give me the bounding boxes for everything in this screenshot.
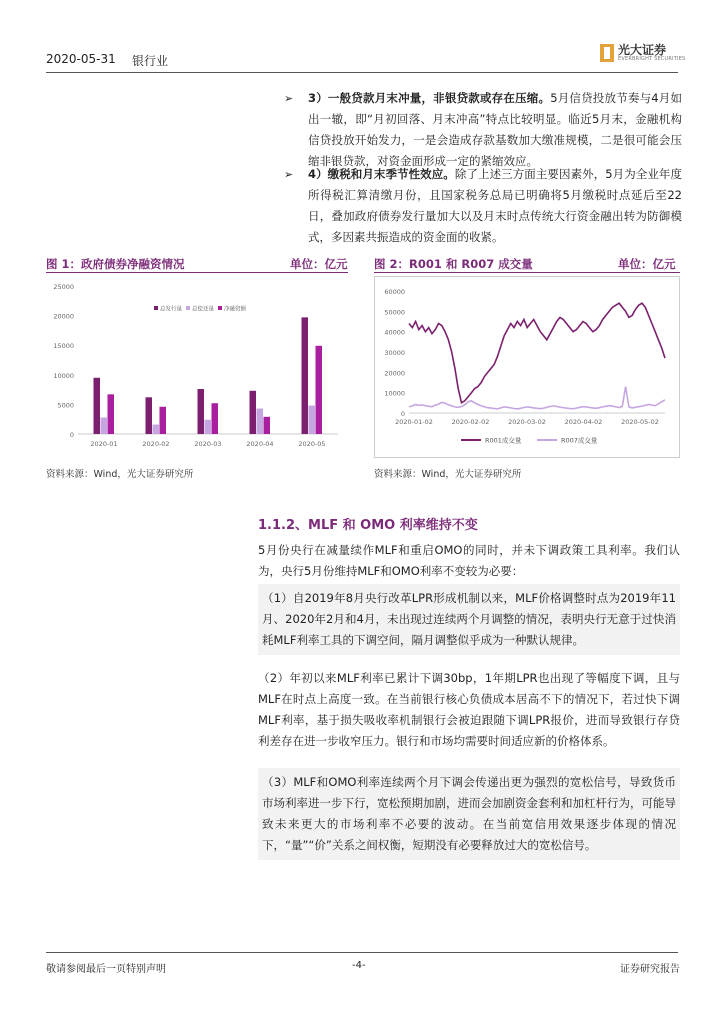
line-chart-svg [375, 277, 679, 457]
footer-report-type: 证券研究报告 [620, 964, 680, 975]
y-tick-label: 10000 [53, 371, 74, 380]
section-intro: 5月份央行在减量续作MLF和重启OMO的同时，并未下调政策工具利率。我们认为，央行5月份维持MLF和OMO利率不变较为必要： [258, 543, 680, 578]
logo-text: 光大证券 [618, 43, 667, 57]
x-tick-label: 2020-03-02 [508, 418, 546, 426]
company-logo [600, 44, 685, 62]
legend-label: 总偿还量 [192, 306, 215, 313]
y-tick-label: 50000 [384, 308, 405, 317]
bullet-4-text: 除了上述三方面主要因素外，5月为全业年度所得税汇算清缴月份，且国家税务总局已明确将5月缴税时点延后至22日，叠加政府债券发行量加大以及月末时点传统大行资金融出转为防御模式，多因素共振造成的资金面的收紧。 [308, 167, 682, 244]
bar [108, 394, 115, 434]
bar [316, 346, 323, 434]
bar [146, 397, 153, 434]
bar [309, 406, 316, 434]
bullet-3-text: 5月信贷投放节奏与4月如出一辙，即“月初回落、月末冲高”特点比较明显。临近5月末，金融机构信贷投放开始发力，一是会造成存款基数加大缴准规模，二是很可能会压缩非银贷款，对资金面形成一定的紧缩效应。 [308, 91, 683, 168]
bar [160, 407, 167, 434]
legend-label: R007成交量 [561, 436, 598, 445]
figure2-rule [374, 272, 680, 273]
x-tick-label: 2020-05 [298, 440, 326, 448]
bar [302, 317, 309, 434]
figure1-title: 图 1：政府债券净融资情况 [46, 257, 185, 271]
y-tick-label: 5000 [57, 401, 74, 410]
figure2-unit: 单位：亿元 [618, 257, 676, 271]
figure2-chart [374, 276, 680, 458]
y-tick-label: 40000 [384, 328, 405, 337]
x-tick-label: 2020-05-02 [621, 418, 659, 426]
bullet-3-bold: 3）一般贷款月末冲量，非银贷款或存在压缩。 [308, 91, 551, 105]
bullet-point-4 [286, 164, 682, 248]
legend-swatch [218, 306, 222, 310]
x-tick-label: 2020-04-02 [564, 418, 603, 426]
x-tick-label: 2020-03 [194, 440, 222, 448]
section-point-2: （2）年初以来MLF利率已累计下调30bp，1年期LPR也出现了等幅度下调，且与MLF在时点上高度一致。在当前银行核心负债成本居高不下的情况下，若过快下调MLF利率，基于损失吸收率机制银行会被迫跟随下调LPR报价，进而导致银行存贷利差存在进一步收窄压力。银行和市场均需要时间适应新的价格体系。 [258, 671, 680, 748]
x-tick-label: 2020-02 [142, 440, 170, 448]
logo-mark-icon [600, 44, 614, 62]
x-tick-label: 2020-01 [90, 440, 118, 448]
y-tick-label: 30000 [384, 349, 405, 357]
figure1-unit: 单位：亿元 [290, 257, 348, 271]
section-point-1: （1）自2019年8月央行改革LPR形成机制以来，MLF价格调整时点为2019年11月、2020年2月和4月，未出现过连续两个月调整的情况，表明央行无意于过快消耗MLF利率工具的下调空间，隔月调整似乎成为一种默认规律。 [258, 584, 680, 655]
logo-subtext: EVERBRIGHT SECURITIES [618, 56, 686, 62]
y-tick-label: 20000 [384, 369, 405, 378]
bar [212, 403, 219, 434]
bar [101, 417, 108, 434]
report-date: 2020-05-31 [46, 52, 116, 66]
footer-disclaimer: 敬请参阅最后一页特别声明 [46, 964, 166, 975]
y-tick-label: 25000 [53, 283, 74, 291]
figure1-source: 资料来源：Wind，光大证券研究所 [46, 469, 194, 480]
y-tick-label: 10000 [384, 389, 405, 398]
series-line [409, 387, 665, 409]
section-heading: 1.1.2、MLF 和 OMO 利率维持不变 [258, 518, 478, 533]
industry-label: 银行业 [132, 54, 169, 68]
bar [264, 417, 271, 434]
legend-label: 总发行量 [160, 306, 183, 313]
x-tick-label: 2020-04 [246, 440, 274, 448]
figure1-rule [46, 272, 348, 273]
bar [153, 425, 160, 434]
figure2-source: 资料来源：Wind，光大证券研究所 [374, 469, 522, 480]
y-tick-label: 15000 [53, 342, 74, 351]
x-tick-label: 2020-01-02 [395, 418, 433, 426]
bullet-4-bold: 4）缴税和月末季节性效应。 [308, 167, 455, 181]
footer-divider [46, 952, 678, 953]
bar [250, 391, 257, 434]
legend-label: R001成交量 [485, 436, 522, 445]
figure1-chart [46, 276, 348, 456]
y-tick-label: 0 [400, 410, 405, 418]
y-tick-label: 20000 [53, 312, 74, 321]
bar [257, 409, 264, 434]
section-point-3: （3）MLF和OMO利率连续两个月下调会传递出更为强烈的宽松信号，导致货币市场利率进一步下行，宽松预期加剧，进而会加剧资金套利和加杠杆行为，可能导致未来更大的市场利率不必要的波动。在当前宽信用效果逐步体现的情况下，“量”“价”关系之间权衡，短期没有必要释放过大的宽松信号。 [258, 768, 680, 860]
legend-swatch [186, 306, 190, 310]
header-divider [46, 72, 678, 73]
arrow-bullet-icon: ➢ [284, 92, 294, 105]
legend-label: 净融资额 [224, 306, 247, 313]
figure2-title: 图 2：R001 和 R007 成交量 [374, 257, 533, 271]
legend-swatch [154, 306, 158, 310]
x-tick-label: 2020-02-02 [451, 418, 490, 426]
page-number: -4- [352, 960, 366, 971]
arrow-bullet-icon: ➢ [284, 168, 294, 181]
bullet-point-3 [286, 88, 682, 172]
y-tick-label: 60000 [384, 288, 405, 296]
bar-chart-svg [46, 276, 348, 456]
bar [198, 389, 205, 434]
bar [205, 420, 212, 434]
bar [94, 378, 101, 434]
y-tick-label: 0 [69, 431, 74, 439]
